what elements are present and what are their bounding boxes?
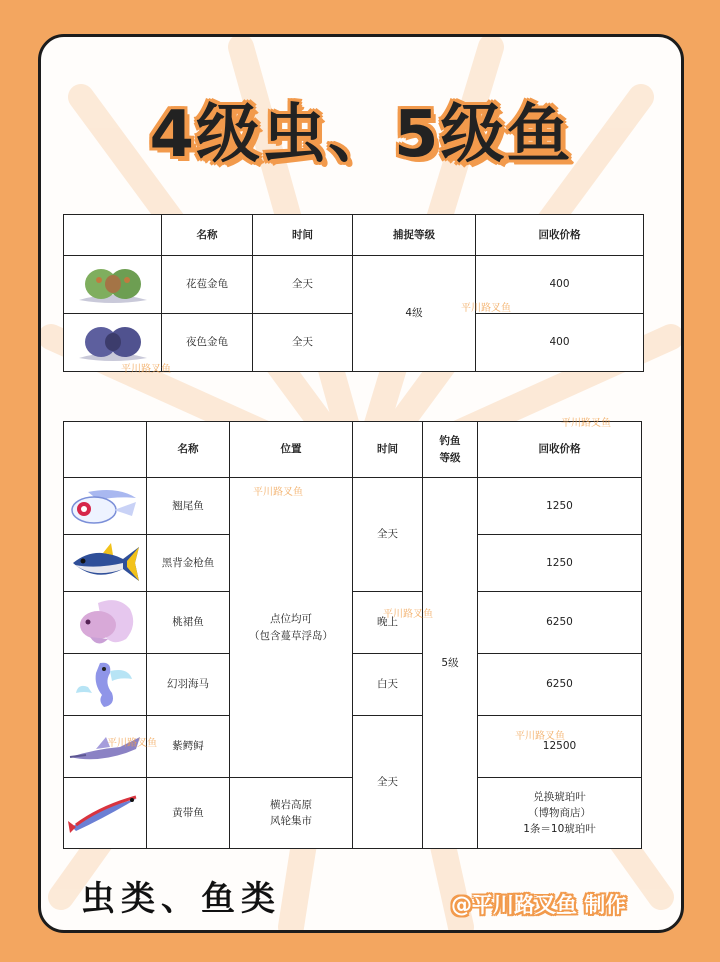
header-price: 回收价格 (478, 422, 642, 478)
fish-location: 横岩高原 风轮集市 (230, 778, 353, 849)
fish-name: 黄带鱼 (147, 778, 230, 849)
bug-time: 全天 (253, 256, 353, 314)
table-row (64, 478, 642, 535)
watermark: 平川路叉鱼 (107, 738, 157, 749)
table-row (64, 654, 642, 716)
bug-name: 夜色金龟 (162, 314, 253, 372)
footer-author-credit: @平川路叉鱼 制作 (451, 893, 627, 917)
flying-fish-image (64, 478, 147, 535)
watermark: 平川路叉鱼 (121, 364, 171, 375)
header-name: 名称 (162, 215, 253, 256)
table-row (64, 592, 642, 654)
fish-name: 翘尾鱼 (147, 478, 230, 535)
fish-name: 桃裙鱼 (147, 592, 230, 654)
bug-time: 全天 (253, 314, 353, 372)
fish-price: 6250 (478, 654, 642, 716)
fish-price: 1250 (478, 478, 642, 535)
pink-fish-image (64, 592, 147, 654)
page-title: 4级虫、5级鱼 (149, 98, 573, 172)
header-image (64, 215, 162, 256)
footer-category-label: 虫类、鱼类 (81, 879, 281, 919)
oarfish-image (64, 778, 147, 849)
fish-price: 1250 (478, 535, 642, 592)
header-image (64, 422, 147, 478)
fish-fishing-level: 5级 (423, 478, 478, 849)
fish-name: 幻羽海马 (147, 654, 230, 716)
fish-table-header (64, 422, 642, 478)
bug-table (63, 214, 644, 372)
watermark: 平川路叉鱼 (461, 303, 511, 314)
fish-time-allday: 全天 (353, 478, 423, 592)
header-location: 位置 (230, 422, 353, 478)
seahorse-image (64, 654, 147, 716)
table-row (64, 256, 644, 314)
watermark: 平川路叉鱼 (515, 731, 565, 742)
fish-location-shared: 点位均可 （包含蔓草浮岛） (230, 478, 353, 778)
header-catch-level: 捕捉等级 (353, 215, 476, 256)
header-fishing-level: 钓鱼 等级 (423, 422, 478, 478)
header-price: 回收价格 (476, 215, 644, 256)
bug-table-header (64, 215, 644, 256)
fish-time: 白天 (353, 654, 423, 716)
header-time: 时间 (353, 422, 423, 478)
header-time: 时间 (253, 215, 353, 256)
content-card (38, 34, 684, 933)
fish-time: 晚上 (353, 592, 423, 654)
fish-price: 6250 (478, 592, 642, 654)
watermark: 平川路叉鱼 (561, 418, 611, 429)
fish-price: 12500 (478, 716, 642, 778)
fish-table (63, 421, 642, 849)
watermark: 平川路叉鱼 (383, 609, 433, 620)
bug-price: 400 (476, 314, 644, 372)
fish-price: 兑换琥珀叶 （博物商店） 1条＝10琥珀叶 (478, 778, 642, 849)
green-beetle-image (64, 256, 162, 314)
fish-time-allday: 全天 (353, 716, 423, 849)
watermark: 平川路叉鱼 (253, 487, 303, 498)
fish-name: 黑背金枪鱼 (147, 535, 230, 592)
bug-price: 400 (476, 256, 644, 314)
tuna-image (64, 535, 147, 592)
bug-catch-level: 4级 (353, 256, 476, 372)
bug-name: 花苞金龟 (162, 256, 253, 314)
fish-name: 紫鳄鲟 (147, 716, 230, 778)
header-name: 名称 (147, 422, 230, 478)
